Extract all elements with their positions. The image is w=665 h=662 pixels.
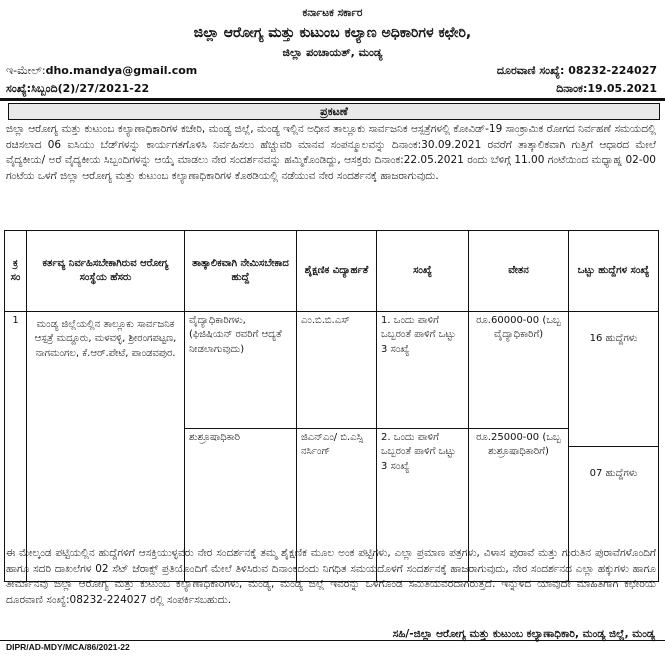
qualification-2: ಜಿಎನ್‌ಎಂ/ ಬಿ.ಎಸ್ಸಿ ನರ್ಸಿಂಗ್ [301,432,363,458]
email-label: ಇ-ಮೇಲ್: [6,64,46,77]
qualification-column [297,312,377,582]
header-count: ಸಂಖ್ಯೆ [377,231,469,312]
header-serial: ಕ್ರ ಸಂ [5,231,27,312]
table-header-row [5,231,659,312]
salary-2: ರೂ.25000-00 (ಒಬ್ಬ ಶುಶ್ರೂಷಾಧಿಕಾರಿಗೆ) [476,432,561,458]
post-column [185,312,297,582]
qualification-1: ಎಂ.ಬಿ.ಬಿ.ಎಸ್ [297,312,376,429]
reference-number: ಸಂಖ್ಯೆ:ಸಿಬ್ಬಂದಿ(2)/27/2021-22 [6,82,150,95]
total-column [569,312,659,582]
closing-paragraph: ಈ ಮೇಲ್ಕಂಡ ಪಟ್ಟಿಯಲ್ಲಿನ ಹುದ್ದೆಗಳಿಗೆ ಆಸಕ್ತಿಯುಳ್ಳವರು ನೇರ ಸಂದರ್ಶನಕ್ಕೆ ತಮ್ಮ ಶೈಕ್ಷಣಿಕ ಮೂಲ ಅಂಕ ಪಟ್ಟಿಗಳು, ಎಲ್ಲಾ ಪ್ರಮಾಣ ಪತ್ರಗಳು, ವಿಳಾಸ ಪುರಾವೆ ಮತ್ತು ಗುರುತಿನ ಪುರಾವೆಗಳೊಂದಿಗೆ ಹಾಗೂ ಸದರಿ ದಾಖಲೆಗಳ 02 ಸೆಟ್ ಜೆರಾಕ್ಸ್ ಪ್ರತಿಯೊಂದಿಗೆ ಮೇಲೆ ತಿಳಿಸಿರುವ ದಿನಾಂಕದಂದು ನಿಗಧಿತ ಸಮಯದೊಳಗೆ ಸಂದರ್ಶನಕ್ಕೆ ಹಾಜರಾಗುವುದು, ನೇರ ಸಂದರ್ಶನದ ಎಲ್ಲಾ ಹಕ್ಕುಗಳು ಹಾಗೂ ತೀರ್ಮಾನವು ಜಿಲ್ಲಾ ಆರೋಗ್ಯ ಮತ್ತು ಕುಟುಂಬ ಕಲ್ಯಾಣಾಧಿಕಾರಿಗಳು, ಮಂಡ್ಯ, ಮಂಡ್ಯ ಜಿಲ್ಲೆ ಇವರನ್ನು ಒಳಗೊಂಡ ಸಮಿತಿಯವರದಾಗಿರುತ್ತದೆ. ಇನ್ನುಳಿದ ಯಾವುದೇ ಮಾಹಿತಿಗಾಗಿ ಕಛೇರಿಯ ದೂರವಾಣಿ ಸಂಖ್ಯೆ:08232-224027 ರಲ್ಲಿ ಸಂಪರ್ಕಿಸಬಹುದು. [6,547,656,606]
intro-paragraph: ಜಿಲ್ಲಾ ಆರೋಗ್ಯ ಮತ್ತು ಕುಟುಂಬ ಕಲ್ಯಾಣಾಧಿಕಾರಿಗಳ ಕಚೇರಿ, ಮಂಡ್ಯ ಜಿಲ್ಲೆ, ಮಂಡ್ಯ ಇಲ್ಲಿನ ಅಧೀನ ತಾಲ್ಲೂಕು ಸಾರ್ವಜನಿಕ ಆಸ್ಪತ್ರೆಗಳಲ್ಲಿ ಕೋವಿಡ್-19 ಸಾಂಕ್ರಾಮಿಕ ರೋಗದ ನಿರ್ವಹಣೆ ಸಮಯದಲ್ಲಿ ರಚಿಸಲಾದ 06 ಐಸಿಯು ಬೆಡ್‌ಗಳನ್ನು ಕಾರ್ಯಗತಗೊಳಿಸಿ ನಿರ್ವಹಿಸಲು ಹೆಚ್ಚುವರಿ ಮಾನವ ಸಂಪನ್ಮೂಲವನ್ನು ದಿನಾಂಕ:30.09.2021 ರವರೆಗೆ ತಾತ್ಕಾಲಿಕವಾಗಿ ಗುತ್ತಿಗೆ ಆಧಾರದ ಮೇಲೆ ವೈದ್ಯಕೀಯ/ ಅರೆ ವೈದ್ಯಕೀಯ ಸಿಬ್ಬಂದಿಗಳನ್ನು ಆಯ್ಕೆ ಮಾಡಲು ನೇರ ಸಂದರ್ಶನವನ್ನು ಹಮ್ಮಿಕೊಂಡಿದ್ದು, ಆಸಕ್ತರು ದಿನಾಂಕ:22.05.2021 ರಂದು ಬೆಳಿಗ್ಗೆ 11.00 ಗಂಟೆಯಿಂದ ಮಧ್ಯಾಹ್ನ 02-00 ಗಂಟೆಯ ಒಳಗೆ ಜಿಲ್ಲಾ ಆರೋಗ್ಯ ಮತ್ತು ಕುಟುಂಬ ಕಲ್ಯಾಣಾಧಿಕಾರಿಗಳ ಕೊಠಡಿಯಲ್ಲಿ ನಡೆಯುವ ನೇರ ಸಂದರ್ಶನಕ್ಕೆ ಹಾಜರಾಗುವುದು. [6,123,656,182]
header-institution: ಕರ್ತವ್ಯ ನಿರ್ವಹಿಸಬೇಕಾಗಿರುವ ಆರೋಗ್ಯ ಸಂಸ್ಥೆಯ ಹೆಸರು [27,231,185,312]
serial-cell: 1 [5,312,27,582]
count-1: 1. ಒಂದು ಪಾಳಿಗೆ ಒಬ್ಬರಂತೆ ಪಾಳಿಗೆ ಒಟ್ಟು 3 ಸಂಖ್ಯೆ [377,312,468,429]
government-title: ಕರ್ನಾಟಕ ಸರ್ಕಾರ [302,7,363,19]
header-post: ತಾತ್ಕಾಲಿಕವಾಗಿ ನೇಮಿಸಬೇಕಾದ ಹುದ್ದೆ [185,231,297,312]
total-1: 16 ಹುದ್ದೆಗಳು [569,312,658,447]
vacancy-table [4,230,659,582]
post-1: ವೈದ್ಯಾಧಿಕಾರಿಗಳು, (ಫಿಜಿಷಿಯನ್ ರವರಿಗೆ ಆದ್ಯತೆ ನೀಡಲಾಗುವುದು) [185,312,296,429]
salary-1: ರೂ.60000-00 (ಒಬ್ಬ ವೈದ್ಯಾಧಿಕಾರಿಗೆ) [469,312,568,429]
notice-date: ದಿನಾಂಕ:19.05.2021 [556,82,657,95]
count-2: 2. ಒಂದು ಪಾಳಿಗೆ ಒಬ್ಬರಂತೆ ಪಾಳಿಗೆ ಒಟ್ಟು 3 ಸಂಖ್ಯೆ [381,432,456,472]
header-salary: ವೇತನ [469,231,569,312]
panchayat-title: ಜಿಲ್ಲಾ ಪಂಚಾಯತ್, ಮಂಡ್ಯ [282,46,383,59]
institution-cell: ಮಂಡ್ಯ ಜಿಲ್ಲೆಯಲ್ಲಿನ ತಾಲ್ಲೂಕು ಸಾರ್ವಜನಿಕ ಆಸ್ಪತ್ರೆ ಮದ್ದೂರು, ಮಳವಳ್ಳಿ, ಶ್ರೀರಂಗಪಟ್ಟಣ, ನಾಗಮಂಗಲ, ಕೆ.ಆರ್.ಪೇಟೆ, ಪಾಂಡವಪುರ. [27,312,185,582]
count-column [377,312,469,582]
notice-title: ಪ್ರಕಟಣೆ [8,103,660,120]
email-address: dho.mandya@gmail.com [45,64,198,77]
footer-divider [0,640,665,641]
email-line [6,64,197,78]
total-2: 07 ಹುದ್ದೆಗಳು [589,468,638,479]
post-2: ಶುಶ್ರೂಷಾಧಿಕಾರಿ [189,432,241,443]
header-divider [0,98,665,101]
table-row [5,312,659,582]
salary-column [469,312,569,582]
signature-line: ಸಹಿ/-ಜಿಲ್ಲಾ ಆರೋಗ್ಯ ಮತ್ತು ಕುಟುಂಬ ಕಲ್ಯಾಣಾಧಿಕಾರಿ, ಮಂಡ್ಯ ಜಿಲ್ಲೆ, ಮಂಡ್ಯ [392,628,655,640]
office-title: ಜಿಲ್ಲಾ ಆರೋಗ್ಯ ಮತ್ತು ಕುಟುಂಬ ಕಲ್ಯಾಣ ಅಧಿಕಾರಿಗಳ ಕಛೇರಿ, [193,25,472,41]
header-total: ಒಟ್ಟು ಹುದ್ದೆಗಳ ಸಂಖ್ಯೆ [569,231,659,312]
header-qualification: ಶೈಕ್ಷಣಿಕ ವಿದ್ಯಾರ್ಹತೆ [297,231,377,312]
dipr-code: DIPR/AD-MDY/MCA/86/2021-22 [6,642,130,652]
phone-number: ದೂರವಾಣಿ ಸಂಖ್ಯೆ: 08232-224027 [496,64,657,77]
